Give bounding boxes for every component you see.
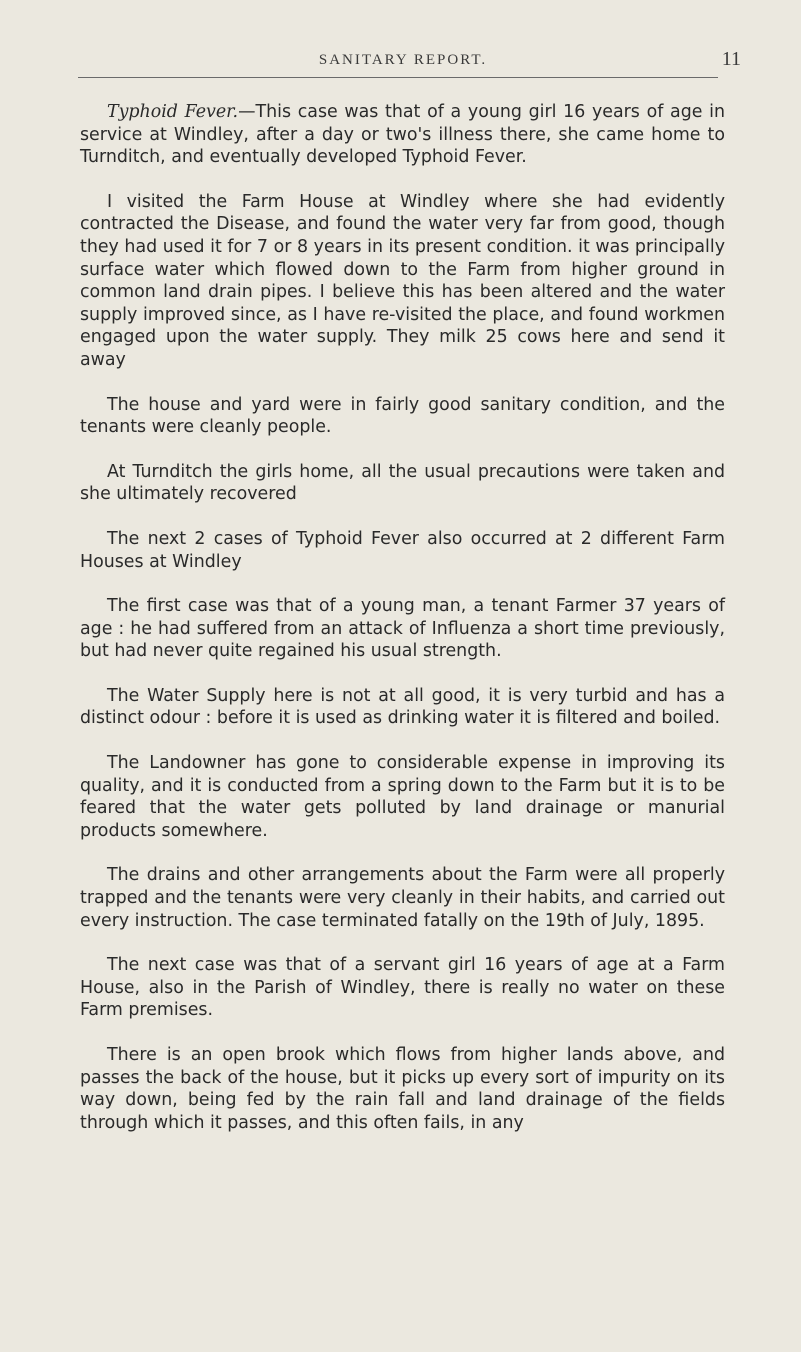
page-number: 11 xyxy=(721,48,741,70)
paragraph: The next 2 cases of Typhoid Fever also occurred at 2 different Farm Houses at Windley xyxy=(80,528,725,572)
paragraph: There is an open brook which flows from higher lands above, and passes the back of the house, but it picks up every sort of impurity on its way down, being fed by the rain fall and land drainage of the fields through which it passes, and this often fails, in any xyxy=(80,1045,725,1133)
running-head xyxy=(65,48,741,74)
paragraph: The house and yard were in fairly good sanitary condition, and the tenants were cleanly people. xyxy=(80,394,725,438)
paragraph: The Water Supply here is not at all good, it is very turbid and has a distinct odour : before it is used as drinking water it is filtered and boiled. xyxy=(80,685,725,729)
paragraph: At Turnditch the girls home, all the usual precautions were taken and she ultimately recovered xyxy=(80,461,725,505)
running-head-title: SANITARY REPORT. xyxy=(318,52,488,68)
paragraph: Typhoid Fever.—This case was that of a young girl 16 years of age in service at Windley, after a day or two's illness there, she came home to Turnditch, and eventually developed Typhoid Fever. xyxy=(80,102,725,168)
paragraph: I visited the Farm House at Windley where she had evidently contracted the Disease, and found the water very far from good, though they had used it for 7 or 8 years in its present condition. it was principally surface water which flowed down to the Farm from higher ground in common land drain pipes. I believe this has been altered and the water supply improved since, as I have re-visited the place, and found workmen engaged upon the water supply. They milk 25 cows here and send it away xyxy=(80,191,725,370)
paragraph: The Landowner has gone to considerable expense in improving its quality, and it is conducted from a spring down to the Farm but it is to be feared that the water gets polluted by land drainage or manurial products somewhere. xyxy=(80,753,725,841)
paragraph: The first case was that of a young man, a tenant Farmer 37 years of age : he had suffered from an attack of Influenza a short time previously, but had never quite regained his usual strength. xyxy=(80,596,725,662)
report-body xyxy=(80,101,725,1156)
header-rule xyxy=(78,77,718,78)
section-heading: Typhoid Fever. xyxy=(107,102,239,122)
paragraph: The next case was that of a servant girl 16 years of age at a Farm House, also in the Parish of Windley, there is really no water on these Farm premises. xyxy=(80,955,725,1021)
paragraph: The drains and other arrangements about the Farm were all properly trapped and the tenants were very cleanly in their habits, and carried out every instruction. The case terminated fatally on the 19th of July, 1895. xyxy=(80,865,725,931)
